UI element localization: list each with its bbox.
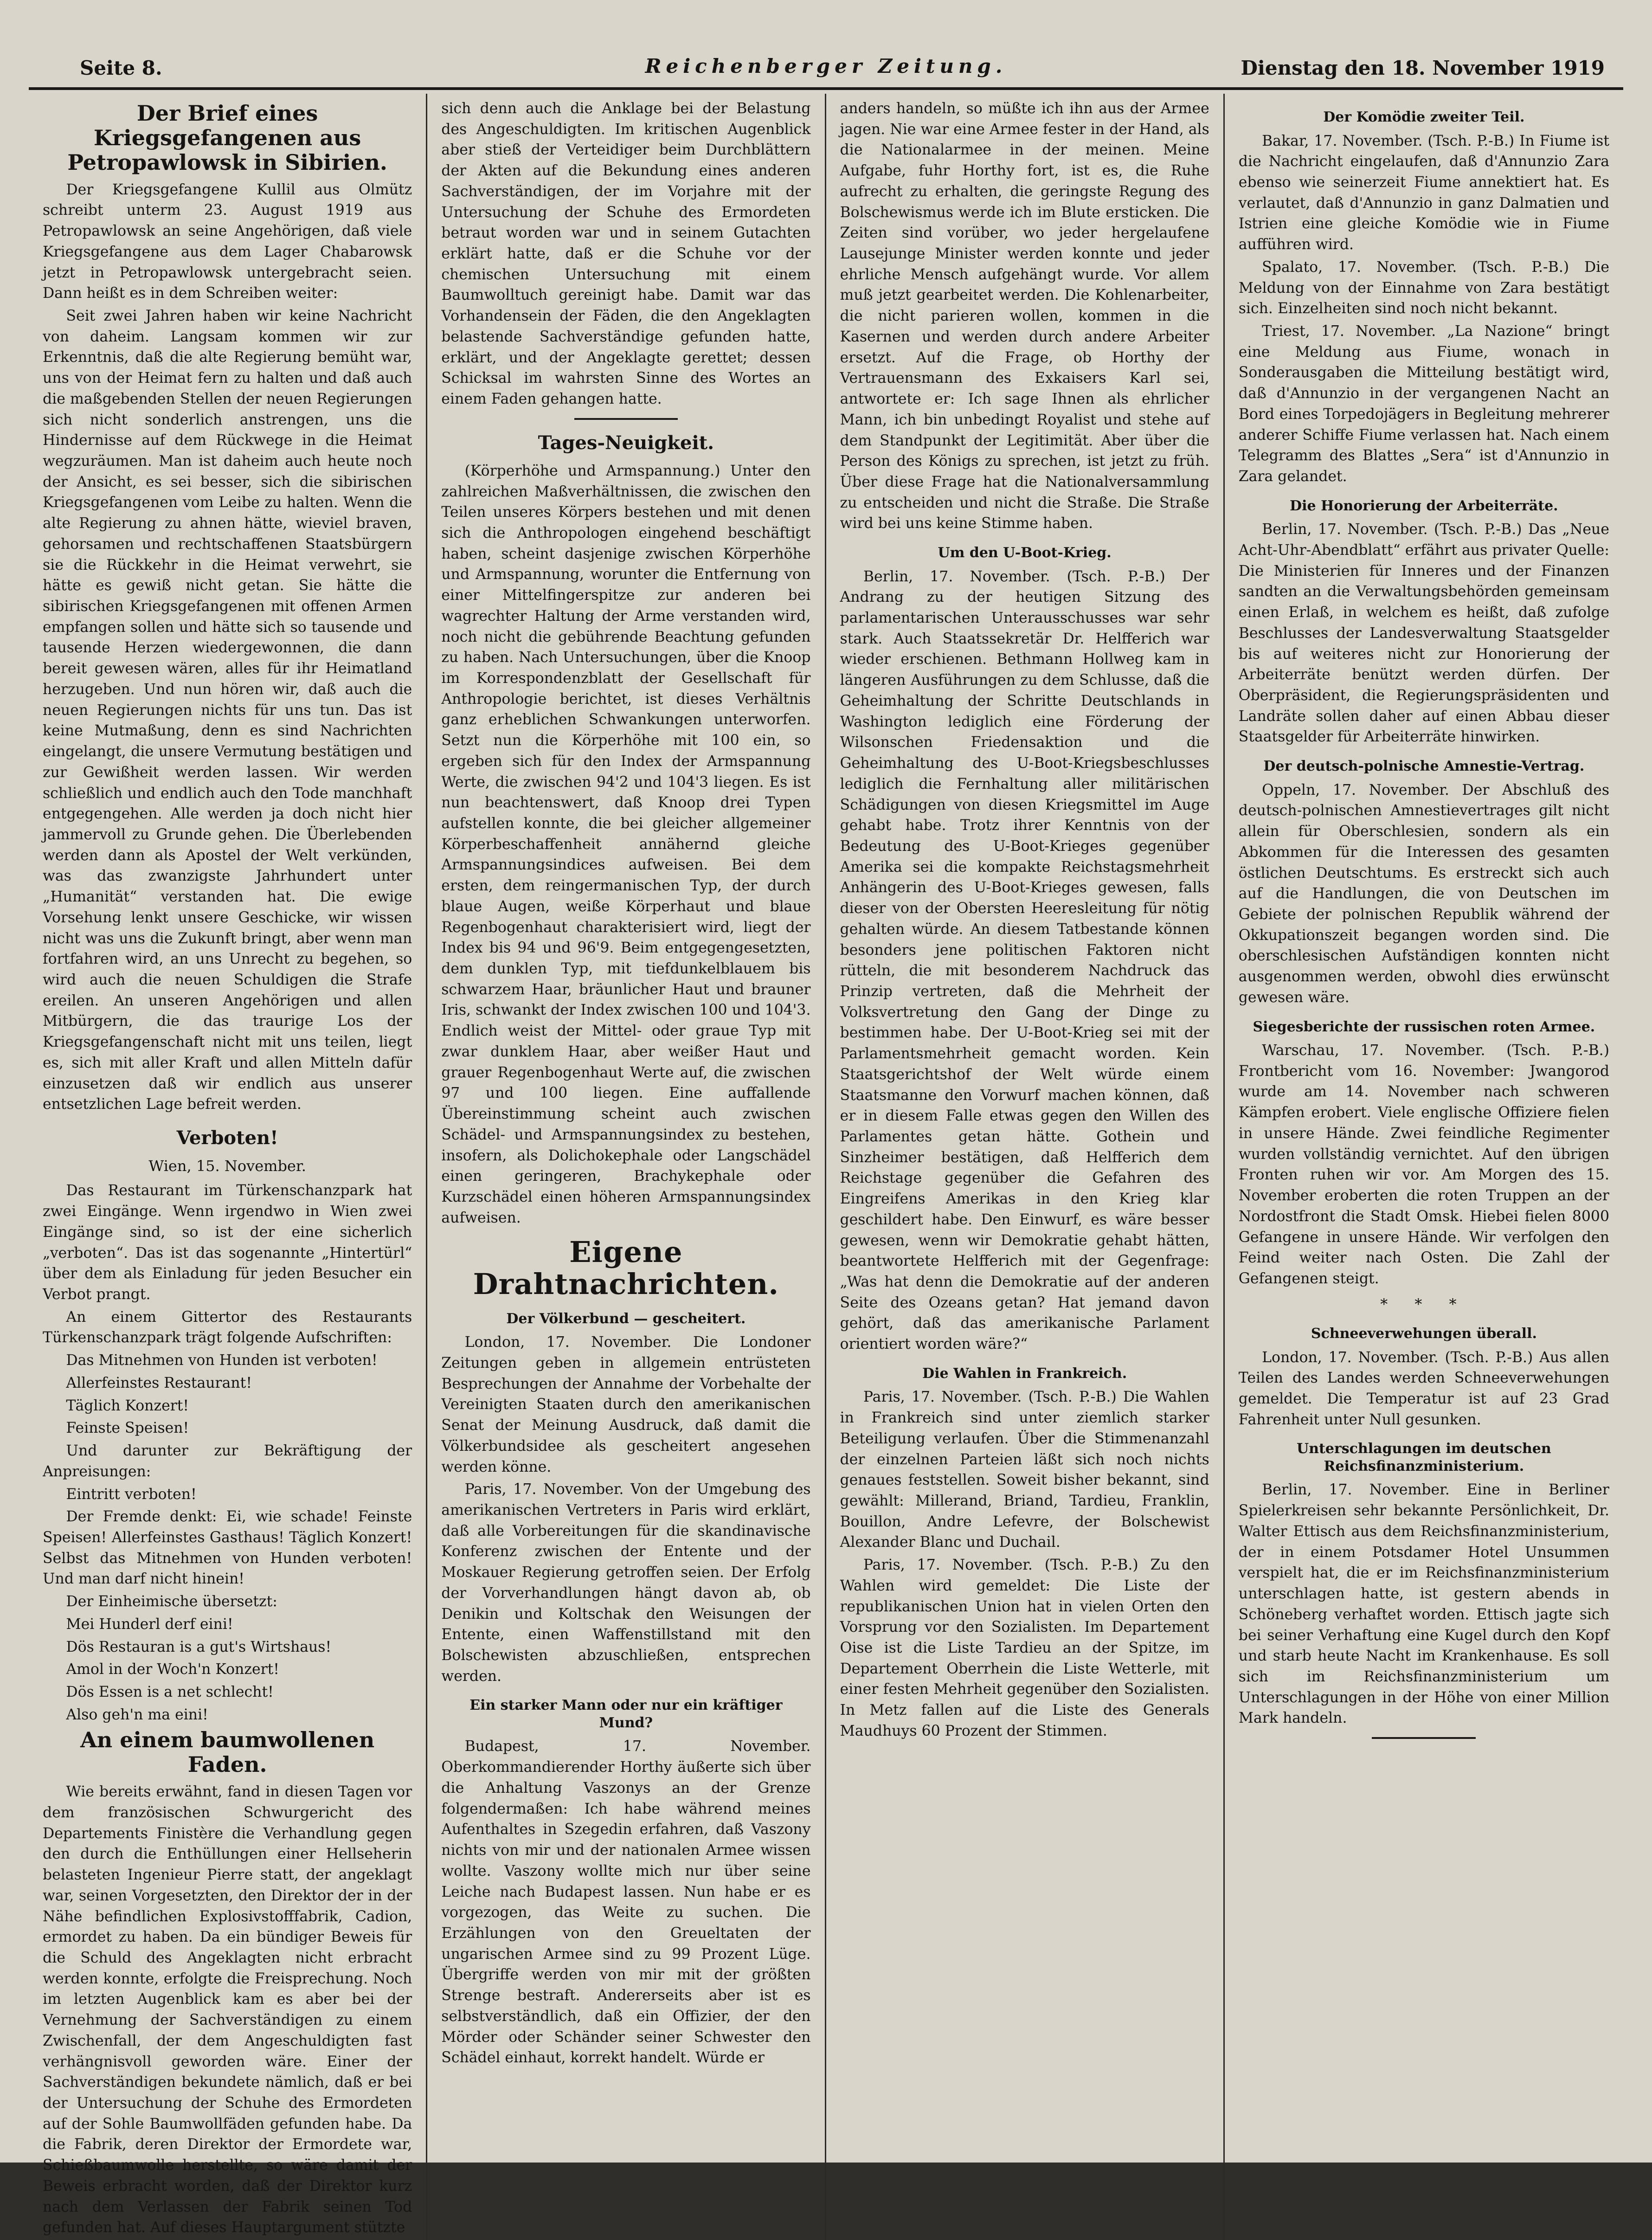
sign-line: Feinste Speisen!: [66, 1420, 189, 1437]
sign-line: Eintritt verboten!: [66, 1486, 197, 1503]
article-title: Der Völkerbund — gescheitert.: [506, 1310, 746, 1327]
article-title: Siegesberichte der russischen roten Armee.: [1253, 1018, 1595, 1035]
sign-line: Das Mitnehmen von Hunden ist verboten!: [66, 1352, 378, 1369]
dialect-line: Amol in der Woch'n Konzert!: [66, 1661, 279, 1678]
column-4: [1225, 94, 1623, 2240]
masthead: [29, 46, 1623, 90]
column-3: [826, 94, 1225, 2240]
article-paragraph: Budapest, 17. November. Oberkommandierender Horthy äußerte sich über die Anhaltung Vaszonys an der Grenze folgendermaßen: Ich habe während meines Aufenthaltes in Szegedin erfahren, daß Vaszony nichts von mir und der nationalen Armee wissen wollte. Vaszony wollte mich nur über seine Leiche nach Budapest lassen. Nun habe er es vorgezogen, das Weite zu suchen. Die Erzählungen von den Greueltaten der ungarischen Armee sind zu 99 Prozent Lüge. Übergriffe werden von mir mit der größten Strenge bestraft. Andererseits aber ist es selbstverständlich, daß ein Offizier, der den Mörder oder Schänder seiner Schwester den Schädel einhaut, korrekt handelt. Würde er: [441, 1738, 811, 2066]
article-paragraph: London, 17. November. (Tsch. P.-B.) Aus allen Teilen des Landes werden Schneeverwehungen gemeldet. Die Temperatur ist auf 23 Grad Fahrenheit unter Null gesunken.: [1238, 1349, 1609, 1428]
article-title: Die Wahlen in Frankreich.: [922, 1365, 1127, 1382]
article-title: Unterschlagungen im deutschen Reichsfinanzministerium.: [1297, 1441, 1551, 1474]
article-title: Der Komödie zweiter Teil.: [1323, 109, 1525, 125]
article-paragraph: Paris, 17. November. (Tsch. P.-B.) Die Wahlen in Frankreich sind unter ziemlich starker Beteiligung verlaufen. Über die Stimmenanzahl der einzelnen Parteien läßt sich noch nichts genaues feststellen. Soweit bisher bekannt, sind gewählt: Millerand, Briand, Tardieu, Franklin, Bouillon, Andre Lefevre, der Bolschewist Alexander Blanc und Duchail.: [840, 1389, 1209, 1551]
article-paragraph: Warschau, 17. November. (Tsch. P.-B.) Frontbericht vom 16. November: Jwangorod wurde am 14. November nach schweren Kämpfen erobert. Viele englische Offiziere fielen in unsere Hände. Zwei feindliche Regimenter wurden vollständig vernichtet. Auf den übrigen Fronten ruhen wir vor. Am Morgen des 15. November eroberten die roten Truppen an der Nordostfront die Stadt Omsk. Hiebei fielen 8000 Gefangene in unsere Hände. Wir verfolgen den Feind weiter nach Osten. Die Zahl der Gefangenen steigt.: [1238, 1042, 1609, 1287]
issue-date: Dienstag den 18. November 1919: [1241, 57, 1605, 79]
article-title: Der deutsch-polnische Amnestie-Vertrag.: [1263, 758, 1585, 775]
article-title: Schneeverwehungen überall.: [1311, 1326, 1537, 1342]
dialect-line: Also geh'n ma eini!: [66, 1706, 208, 1723]
article-title: Um den U-Boot-Krieg.: [938, 545, 1112, 561]
dialect-line: Dös Restauran is a gut's Wirtshaus!: [66, 1638, 332, 1655]
article-continuation: sich denn auch die Anklage bei der Belastung des Angeschuldigten. Im kritischen Augenblick aber stieß der Verteidiger beim Durchblättern der Akten auf die Bekundung eines anderen Sachverständigen, der im Vorjahre mit der Untersuchung der Schuhe des Ermordeten betraut worden war und in seinem Gutachten erklärt hatte, daß er die Schuhe vor der chemischen Untersuchung mit einem Baumwolltuch gereinigt habe. Damit war das Vorhandensein der Fäden, die den Angeklagten belastende Sachverständige gefunden hatte, erklärt, und der Angeklagte gerettet; dessen Schicksal im wahrsten Sinne des Wortes an einem Faden gehangen hatte.: [441, 100, 811, 408]
article-paragraph: Paris, 17. November. Von der Umgebung des amerikanischen Vertreters in Paris wird erklärt, daß alle Vorbereitungen für die skandinavische Konferenz zwischen der Entente und der Moskauer Regierung getroffen seien. Der Erfolg der Vorverhandlungen hängt davon ab, ob Denikin und Koltschak den Weisungen der Entente, einen Waffenstillstand mit den Bolschewisten abzuschließen, entsprechen werden.: [441, 1481, 811, 1685]
section-heading: Eigene Drahtnachrichten.: [473, 1235, 779, 1301]
article-paragraph: Berlin, 17. November. Eine in Berliner Spielerkreisen sehr bekannte Persönlichkeit, Dr. Walter Ettisch aus dem Reichsfinanzministerium, der in einem Potsdamer Hotel Unsummen verspielt hat, die er im Reichsfinanzministerium unterschlagen hatte, ist gestern abends in Schöneberg verhaftet worden. Ettisch jagte sich bei seiner Verhaftung eine Kugel durch den Kopf und starb heute Nacht im Krankenhause. Es soll sich im Reichsfinanzministerium um Unterschlagungen in der Höhe von einer Million Mark handeln.: [1238, 1481, 1609, 1727]
article-paragraph: Das Restaurant im Türkenschanzpark hat zwei Eingänge. Wenn irgendwo in Wien zwei Eingänge sind, so ist der eine sicherlich „verboten“. Das ist das sogenannte „Hintertürl“ über dem als Einladung für jeden Besucher ein Verbot prangt.: [43, 1182, 412, 1303]
article-paragraph: Seit zwei Jahren haben wir keine Nachricht von daheim. Langsam kommen wir zur Erkenntnis, daß die alte Regierung bemüht war, uns von der Heimat fern zu halten und daß auch die maßgebenden Stellen der neuen Regierungen sich nicht sonderlich anstrengen, uns die Hindernisse auf dem Rückwege in die Heimat wegzuräumen. Man ist daheim auch heute noch der Ansicht, es sei besser, sich die sibirischen Kriegsgefangenen vom Leibe zu halten. Wenn die alte Regierung zu ahnen hätte, wieviel braven, gehorsamen und rechtschaffenen Staatsbürgern sie die Rückkehr in die Heimat verwehrt, sie hätte es gewiß nicht getan. Sie hätte die sibirischen Kriegsgefangenen mit offenen Armen empfangen sollen und hätte sich so tausende und tausende Herzen wiedergewonnen, die dann bereit gewesen wären, alles für ihr Heimatland herzugeben. Und nun hören wir, daß auch die neuen Regierungen nichts für uns tun. Das ist keine Mutmaßung, denn es sind Nachrichten eingelangt, die unsere Vermutung bestätigen und zur Gewißheit werden lassen. Wir werden schließlich und endlich auch den Tode manchhaft entgegengehen. Alle werden ja doch nicht hier jammervoll zu Grunde gehen. Die Überlebenden werden dann als Apostel der Welt verkünden, was das zwanzigste Jahrhundert unter „Humanität“ verstanden hat. Die ewige Vorsehung lenkt unsere Geschicke, wir wissen nicht was uns die Zukunft bringt, aber wenn man fortfahren wird, an uns Unrecht zu begehen, so wird auch die neuen Schuldigen die Strafe ereilen. An unseren Angehörigen und allen Mitbürgern, die das traurige Los der Kriegsgefangenschaft nicht mit uns teilen, liegt es, sich mit aller Kraft und allen Mitteln dafür einzusetzen daß wir endlich aus unserer entsetzlichen Lage befreit werden.: [43, 307, 412, 1113]
article-title: Der Brief eines Kriegsgefangenen aus Petropawlowsk in Sibirien.: [67, 101, 387, 175]
article-paragraph: Spalato, 17. November. (Tsch. P.-B.) Die Meldung von der Einnahme von Zara bestätigt sich. Einzelheiten sind noch nicht bekannt.: [1238, 258, 1609, 317]
article-paragraph: Der Kriegsgefangene Kullil aus Olmütz schreibt unterm 23. August 1919 aus Petropawlowsk an seine Angehörigen, daß viele Kriegsgefangene aus dem Lager Chabarowsk jetzt in Petropawlowsk untergebracht seien. Dann heißt es in dem Schreiben weiter:: [43, 181, 412, 302]
article-paragraph: An einem Gittertor des Restaurants Türkenschanzpark trägt folgende Aufschriften:: [43, 1308, 412, 1346]
article-paragraph: Berlin, 17. November. (Tsch. P.-B.) Das „Neue Acht-Uhr-Abendblatt“ erfährt aus privater Quelle: Die Ministerien für Inneres und der Finanzen sandten an die Verwaltungsbehörden gemeinsam einen Erlaß, in welchem es heißt, daß zufolge Beschlusses der Landesverwaltung Staatsgelder bis auf weiteres nicht zur Honorierung der Arbeiterräte benützt werden dürfen. Der Oberpräsident, die Regierungspräsidenten und Landräte sollen daher auf einen Abbau dieser Staatsgelder für Arbeiterräte hinwirken.: [1238, 521, 1609, 746]
article-continuation: anders handeln, so müßte ich ihn aus der Armee jagen. Nie war eine Armee fester in der Hand, als die Nationalarmee in der meinen. Meine Aufgabe, fuhr Horthy fort, ist es, die Ruhe aufrecht zu erhalten, die geringste Regung des Bolschewismus werde ich im Blute ersticken. Die Zeiten sind vorüber, wo jeder hergelaufene Lausejunge Minister werden konnte und jeder ehrliche Mensch aufgehängt wurde. Vor allem muß jetzt gearbeitet werden. Die Kohlenarbeiter, die nicht parieren wollen, kommen in die Kasernen und werden durch andere Arbeiter ersetzt. Auf die Frage, ob Horthy der Vertrauensmann des Exkaisers Karl sei, antwortete er: Ich sage Ihnen als ehrlicher Mann, ich bin unbedingt Royalist und stehe auf dem Standpunkt der Legitimität. Aber über die Person des Königs zu sprechen, ist jetzt zu früh. Über diese Frage hat die Nationalversammlung zu entscheiden und nicht die Straße. Die Straße wird bei uns keine Stimme haben.: [840, 100, 1209, 532]
article-columns: [29, 94, 1623, 2236]
article-title: An einem baumwollenen Faden.: [80, 1727, 375, 1777]
column-2: [427, 94, 826, 2240]
sign-line: Allerfeinstes Restaurant!: [66, 1374, 252, 1391]
article-paragraph: Paris, 17. November. (Tsch. P.-B.) Zu den Wahlen wird gemeldet: Die Liste der republikanischen Union hat in vielen Orten den Vorsprung vor den Sozialisten. Im Departement Oise ist die Liste Tardieu an der Spitze, im Departement Oberrhein die Liste Wetterle, mit einer festen Mehrheit gegenüber den Sozialisten. In Metz fallen auf die Liste des Generals Maudhuys 60 Prozent der Stimmen.: [840, 1557, 1209, 1739]
dialect-line: Dös Essen is a net schlecht!: [66, 1683, 274, 1700]
article-paragraph: Wie bereits erwähnt, fand in diesen Tagen vor dem französischen Schwurgericht des Departements Finistère die Verhandlung gegen den durch die Enthüllungen einer Hellseherin belasteten Ingenieur Pierre statt, der angeklagt war, seinen Vorgesetzten, den Direktor der in der Nähe befindlichen Explosivstofffabrik, Cadion, ermordet zu haben. Da ein bündiger Beweis für die Schuld des Angeklagten nicht erbracht werden konnte, erfolgte die Freisprechung. Noch im letzten Augenblick kam es aber bei der Vernehmung der Sachverständigen zu einem Zwischenfall, der dem Angeschuldigten fast verhängnisvoll geworden wäre. Einer der Sachverständigen bekundete nämlich, daß er bei der Untersuchung der Schuhe des Ermordeten auf der Sohle Baumwollfäden gefunden habe. Da die Fabrik, deren Direktor der Ermordete war, Schießbaumwolle herstellte, so wäre damit der Beweis erbracht worden, daß der Direktor kurz nach dem Verlassen der Fabrik seinen Tod gefunden hat. Auf dieses Hauptargument stützte: [43, 1783, 412, 2236]
article-title: Verboten!: [176, 1127, 278, 1149]
article-paragraph: Triest, 17. November. „La Nazione“ bringt eine Meldung aus Fiume, wonach in Sonderausgaben die Mitteilung bestätigt wird, daß d'Annunzio in der vergangenen Nacht an Bord eines Torpedojägers in Begleitung mehrerer anderer Schiffe Fiume verlassen hat. Nach einem Telegramm des Blattes „Sera“ ist d'Annunzio in Zara gelandet.: [1238, 322, 1609, 485]
article-paragraph: Und darunter zur Bekräftigung der Anpreisungen:: [43, 1442, 412, 1480]
article-title: Die Honorierung der Arbeiterräte.: [1290, 497, 1558, 514]
article-paragraph: Bakar, 17. November. (Tsch. P.-B.) In Fiume ist die Nachricht eingelaufen, daß d'Annunzio Zara ebenso wie seinerzeit Fiume annektiert hat. Es verlautet, daß d'Annunzio in ganz Dalmatien und Istrien eine gleiche Komödie wie in Fiume aufführen wird.: [1238, 132, 1609, 253]
article-paragraph: Oppeln, 17. November. Der Abschluß des deutsch-polnischen Amnestievertrages gilt nicht allein für Oberschlesien, sondern als ein Abkommen für die Interessen des gesamten östlichen Deutschtums. Es erstreckt sich auch auf die Handlungen, die von Deutschen im Gebiete der polnischen Republik während der Okkupationszeit begangen worden sind. Die oberschlesischen Aufständigen konnten nicht ausgenommen werden, obwohl dies erwünscht gewesen wäre.: [1238, 781, 1609, 1006]
section-title: Tages-Neuigkeit.: [538, 431, 714, 454]
dateline: Wien, 15. November.: [148, 1157, 306, 1175]
divider: [574, 418, 678, 420]
column-1: [29, 94, 427, 2240]
article-title: Ein starker Mann oder nur ein kräftiger Mund?: [469, 1697, 783, 1731]
article-paragraph: Berlin, 17. November. (Tsch. P.-B.) Der Andrang zu der heutigen Sitzung des parlamentarischen Unterausschusses war sehr stark. Auch Staatssekretär Dr. Helfferich war wieder erschienen. Bethmann Hollweg kam in längeren Ausführungen zu dem Schlusse, daß die Geheimhaltung der Schritte Deutschlands in Washington lediglich eine Förderung der Wilsonschen Friedensaktion und die Geheimhaltung des U-Boot-Kriegsbeschlusses lediglich die Fernhaltung aller militärischen Schädigungen von diesen Kriegsmittel im Auge gehabt habe. Trotz ihrer Kenntnis von der Bedeutung des U-Boot-Krieges gegenüber Amerika sei die kompakte Reichstagsmehrheit Anhängerin des U-Boot-Krieges gewesen, falls dieser von der Obersten Heeresleitung für nötig gehalten würde. An diesem Tatbestande können besonders jene politischen Faktoren nicht rütteln, die mit besonderem Nachdruck das Prinzip vertreten, daß die Mehrheit der Volksvertretung den Gang der Dinge zu bestimmen habe. Der U-Boot-Krieg sei mit der Parlamentsmehrheit gemacht worden. Kein Staatsgerichtshof der Welt würde einem Staatsmanne den Vorwurf machen können, daß er in diesem Falle etwas gegen den Willen des Parlamentes getan hätte. Gothein und Sinzheimer bestätigen, daß Helfferich dem Reichstage gegenüber die Gefahren des Eingreifens Amerikas in den Krieg klar geschildert habe. Den Einwurf, es wäre besser gewesen, wenn wir Demokratie gehabt hätten, beantwortete Helfferich mit der Gegenfrage: „Was hat denn die Demokratie auf der anderen Seite des Ozeans getan? Hat jemand davon gehört, daß das amerikanische Parlament orientiert worden wäre?“: [840, 568, 1209, 1353]
sign-line: Täglich Konzert!: [66, 1397, 189, 1414]
article-paragraph: Der Einheimische übersetzt:: [66, 1593, 277, 1610]
divider: [1372, 1737, 1476, 1739]
newspaper-title: Reichenberger Zeitung.: [645, 55, 1007, 77]
dialect-line: Mei Hunderl derf eini!: [66, 1616, 233, 1633]
article-paragraph: London, 17. November. Die Londoner Zeitungen geben in allgemein entrüsteten Besprechungen der Annahme der Vorbehalte der Vereinigten Staaten durch den amerikanischen Senat der Meinung Ausdruck, daß damit die Völkerbundsidee als gescheitert angesehen werden könne.: [441, 1334, 811, 1475]
page-number: Seite 8.: [80, 57, 162, 79]
section-separator: * * *: [1380, 1295, 1468, 1313]
article-paragraph: (Körperhöhe und Armspannung.) Unter den zahlreichen Maßverhältnissen, die zwischen den Teilen unseres Körpers bestehen und mit denen sich die Anthropologen eingehend beschäftigt haben, scheint dasjenige zwischen Körperhöhe und Armspannung, worunter die Entfernung von einer Mittelfingerspitze zur anderen bei wagrechter Haltung der Arme verstanden wird, noch nicht die gebührende Beachtung gefunden zu haben. Nach Untersuchungen, über die Knoop im Korrespondenzblatt der Gesellschaft für Anthropologie berichtet, ist dieses Verhältnis ganz erheblichen Schwankungen unterworfen. Setzt nun die Körperhöhe mit 100 ein, so ergeben sich für den Index der Armspannung Werte, die zwischen 94'2 und 104'3 liegen. Es ist nun beachtenswert, daß Knoop drei Typen aufstellen konnte, die bei gleicher allgemeiner Körperbeschaffenheit annähernd gleiche Armspannungsindices aufweisen. Bei dem ersten, dem reingermanischen Typ, der durch blaue Augen, weiße Körperhaut und blaue Regenbogenhaut charakterisiert wird, liegt der Index bis 94 und 96'9. Beim entgegengesetzten, dem dunklen Typ, mit tiefdunkelblauem bis schwarzem Haar, bräunlicher Haut und brauner Iris, schwankt der Index zwischen 100 und 104'3. Endlich weist der Mittel- oder graue Typ mit zwar dunklem Haar, aber weißer Haut und grauer Regenbogenhaut Werte auf, die zwischen 97 und 100 liegen. Eine auffallende Übereinstimmung scheint auch zwischen Schädel- und Armspannungsindex zu bestehen, insofern, als Dolichokephale oder Langschädel einen geringeren, Brachykephale oder Kurzschädel einen höheren Armspannungsindex aufweisen.: [441, 462, 811, 1226]
article-paragraph: Der Fremde denkt: Ei, wie schade! Feinste Speisen! Allerfeinstes Gasthaus! Täglich Konzert! Selbst das Mitnehmen von Hunden verboten! Und man darf nicht hinein!: [43, 1508, 412, 1588]
